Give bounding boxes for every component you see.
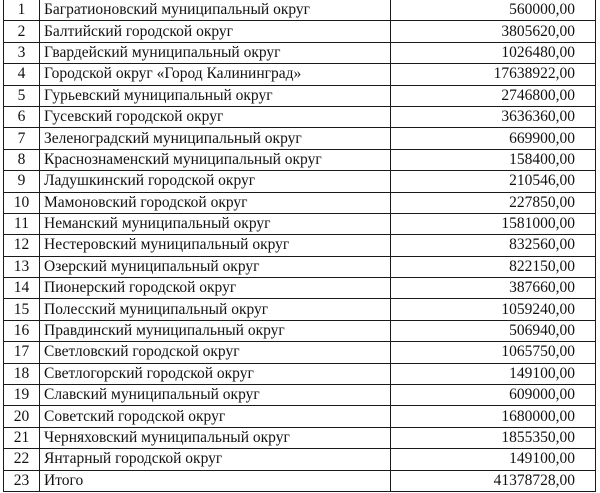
- municipality-name: Гурьевский муниципальный округ: [40, 85, 391, 106]
- table-row: [4, 406, 596, 427]
- total-amount: 41378728,00: [391, 470, 596, 491]
- table-row: [4, 363, 596, 384]
- amount-value: 609000,00: [391, 385, 596, 406]
- row-number: 6: [4, 106, 40, 127]
- table-row: [4, 385, 596, 406]
- row-number: 22: [4, 449, 40, 470]
- amount-value: 149100,00: [391, 449, 596, 470]
- municipality-name: Зеленоградский муниципальный округ: [40, 128, 391, 149]
- amount-value: 2746800,00: [391, 85, 596, 106]
- table-row: [4, 449, 596, 470]
- total-row: [4, 470, 596, 491]
- amount-value: 669900,00: [391, 128, 596, 149]
- table-row: [4, 213, 596, 234]
- municipality-name: Светлогорский городской округ: [40, 363, 391, 384]
- municipality-name: Нестеровский муниципальный округ: [40, 235, 391, 256]
- row-number: 23: [4, 470, 40, 491]
- municipality-name: Правдинский муниципальный округ: [40, 320, 391, 341]
- municipality-name: Ладушкинский городской округ: [40, 171, 391, 192]
- municipality-name: Неманский муниципальный округ: [40, 213, 391, 234]
- amount-value: 1059240,00: [391, 299, 596, 320]
- municipality-name: Гвардейский муниципальный округ: [40, 42, 391, 63]
- municipality-name: Славский муниципальный округ: [40, 385, 391, 406]
- municipality-name: Мамоновский городской округ: [40, 192, 391, 213]
- table-row: [4, 171, 596, 192]
- row-number: 18: [4, 363, 40, 384]
- amount-value: 387660,00: [391, 278, 596, 299]
- table-body: [4, 0, 596, 491]
- amount-value: 560000,00: [391, 0, 596, 21]
- row-number: 12: [4, 235, 40, 256]
- total-label: Итого: [40, 470, 391, 491]
- table-row: [4, 0, 596, 21]
- row-number: 13: [4, 256, 40, 277]
- amount-value: 1065750,00: [391, 342, 596, 363]
- table-row: [4, 85, 596, 106]
- table-row: [4, 299, 596, 320]
- table-row: [4, 342, 596, 363]
- row-number: 17: [4, 342, 40, 363]
- amount-value: 832560,00: [391, 235, 596, 256]
- municipality-name: Багратионовский муниципальный округ: [40, 0, 391, 21]
- amount-value: 227850,00: [391, 192, 596, 213]
- amount-value: 1680000,00: [391, 406, 596, 427]
- table-row: [4, 320, 596, 341]
- table-row: [4, 192, 596, 213]
- row-number: 21: [4, 427, 40, 448]
- row-number: 4: [4, 64, 40, 85]
- row-number: 20: [4, 406, 40, 427]
- row-number: 10: [4, 192, 40, 213]
- row-number: 7: [4, 128, 40, 149]
- amount-value: 3636360,00: [391, 106, 596, 127]
- municipality-name: Советский городской округ: [40, 406, 391, 427]
- amount-value: 210546,00: [391, 171, 596, 192]
- table-row: [4, 128, 596, 149]
- municipality-name: Янтарный городской округ: [40, 449, 391, 470]
- table-row: [4, 278, 596, 299]
- row-number: 1: [4, 0, 40, 21]
- amount-value: 1855350,00: [391, 427, 596, 448]
- row-number: 16: [4, 320, 40, 341]
- municipality-name: Озерский муниципальный округ: [40, 256, 391, 277]
- municipality-name: Черняховский муниципальный округ: [40, 427, 391, 448]
- table-row: [4, 256, 596, 277]
- row-number: 14: [4, 278, 40, 299]
- row-number: 19: [4, 385, 40, 406]
- table-row: [4, 149, 596, 170]
- allocation-table: [3, 0, 596, 492]
- table-row: [4, 106, 596, 127]
- amount-value: 822150,00: [391, 256, 596, 277]
- row-number: 3: [4, 42, 40, 63]
- amount-value: 17638922,00: [391, 64, 596, 85]
- municipality-name: Краснознаменский муниципальный округ: [40, 149, 391, 170]
- table-row: [4, 427, 596, 448]
- row-number: 2: [4, 21, 40, 42]
- table-row: [4, 42, 596, 63]
- row-number: 15: [4, 299, 40, 320]
- amount-value: 1026480,00: [391, 42, 596, 63]
- row-number: 9: [4, 171, 40, 192]
- table-row: [4, 235, 596, 256]
- row-number: 5: [4, 85, 40, 106]
- municipality-name: Городской округ «Город Калининград»: [40, 64, 391, 85]
- municipality-name: Балтийский городской округ: [40, 21, 391, 42]
- amount-value: 506940,00: [391, 320, 596, 341]
- table-row: [4, 21, 596, 42]
- municipality-name: Светловский городской округ: [40, 342, 391, 363]
- document-page: [3, 0, 595, 492]
- amount-value: 158400,00: [391, 149, 596, 170]
- amount-value: 149100,00: [391, 363, 596, 384]
- municipality-name: Пионерский городской округ: [40, 278, 391, 299]
- row-number: 8: [4, 149, 40, 170]
- table-row: [4, 64, 596, 85]
- municipality-name: Гусевский городской округ: [40, 106, 391, 127]
- amount-value: 3805620,00: [391, 21, 596, 42]
- row-number: 11: [4, 213, 40, 234]
- municipality-name: Полесский муниципальный округ: [40, 299, 391, 320]
- amount-value: 1581000,00: [391, 213, 596, 234]
